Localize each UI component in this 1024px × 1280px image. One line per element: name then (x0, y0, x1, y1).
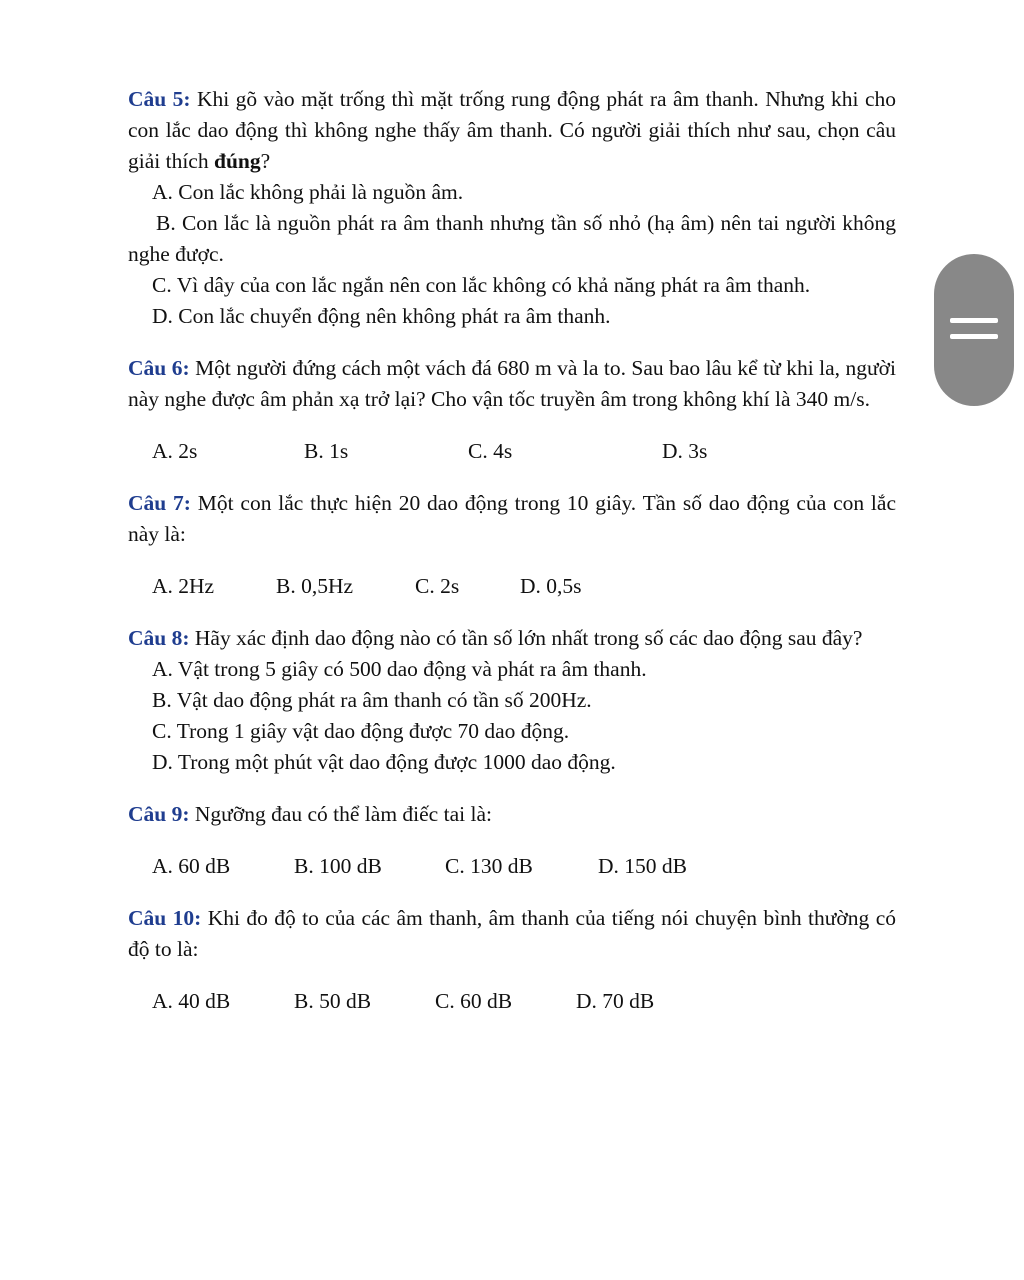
handle-grip-icon (950, 334, 998, 339)
option-a: A. Vật trong 5 giây có 500 dao động và phát ra âm thanh. (152, 657, 647, 681)
question-7-text: Câu 7: Một con lắc thực hiện 20 dao động trong 10 giây. Tần số dao động của con lắc này là: (128, 491, 896, 546)
question-6 (128, 353, 896, 467)
option-d: D. 0,5s (520, 574, 582, 598)
question-9-text: Câu 9: Ngưỡng đau có thể làm điếc tai là: (128, 802, 492, 826)
drag-handle[interactable] (934, 254, 1014, 406)
question-6-text: Câu 6: Một người đứng cách một vách đá 680 m và la to. Sau bao lâu kể từ khi la, người này nghe được âm phản xạ trở lại? Cho vận tốc truyền âm trong không khí là 340 m/s. (128, 356, 896, 411)
option-b: B. Vật dao động phát ra âm thanh có tần số 200Hz. (152, 688, 592, 712)
question-7 (128, 488, 896, 602)
option-a: A. Con lắc không phải là nguồn âm. (152, 180, 464, 204)
document-page (128, 84, 896, 1038)
question-label: Câu 7: (128, 491, 191, 515)
option-c: C. 4s (468, 439, 513, 463)
option-d: D. 70 dB (576, 989, 655, 1013)
question-8 (128, 623, 896, 778)
question-9 (128, 799, 896, 882)
option-c: C. 130 dB (445, 854, 533, 878)
option-d: D. Con lắc chuyển động nên không phát ra âm thanh. (152, 304, 611, 328)
option-c: C. Vì dây của con lắc ngắn nên con lắc không có khả năng phát ra âm thanh. (152, 273, 811, 297)
question-label: Câu 10: (128, 906, 202, 930)
options-row (128, 436, 896, 467)
question-10-text: Câu 10: Khi đo độ to của các âm thanh, âm thanh của tiếng nói chuyện bình thường có độ to là: (128, 906, 896, 961)
option-c: C. 2s (415, 574, 460, 598)
question-label: Câu 8: (128, 626, 190, 650)
option-a: A. 2s (152, 439, 198, 463)
question-label: Câu 5: (128, 87, 191, 111)
question-5-text: Câu 5: Khi gõ vào mặt trống thì mặt trống rung động phát ra âm thanh. Nhưng khi cho con lắc dao động thì không nghe thấy âm thanh. Có người giải thích như sau, chọn câu giải thích đúng? (128, 87, 896, 173)
options-row (128, 986, 896, 1017)
question-8-text: Câu 8: Hãy xác định dao động nào có tần số lớn nhất trong số các dao động sau đây? (128, 626, 863, 650)
question-label: Câu 6: (128, 356, 190, 380)
options-row (128, 851, 896, 882)
option-d: D. Trong một phút vật dao động được 1000 dao động. (152, 750, 616, 774)
option-b: B. 0,5Hz (276, 574, 354, 598)
option-a: A. 40 dB (152, 989, 231, 1013)
option-a: A. 2Hz (152, 574, 215, 598)
option-d: D. 150 dB (598, 854, 687, 878)
options-row (128, 571, 896, 602)
option-a: A. 60 dB (152, 854, 231, 878)
question-label: Câu 9: (128, 802, 190, 826)
option-b: B. 100 dB (294, 854, 382, 878)
option-c: C. Trong 1 giây vật dao động được 70 dao động. (152, 719, 570, 743)
question-5 (128, 84, 896, 332)
handle-grip-icon (950, 318, 998, 323)
option-d: D. 3s (662, 439, 708, 463)
option-c: C. 60 dB (435, 989, 513, 1013)
option-b: B. Con lắc là nguồn phát ra âm thanh nhưng tần số nhỏ (hạ âm) nên tai người không nghe được. (128, 211, 896, 266)
option-b: B. 1s (304, 439, 349, 463)
option-b: B. 50 dB (294, 989, 372, 1013)
question-10 (128, 903, 896, 1017)
